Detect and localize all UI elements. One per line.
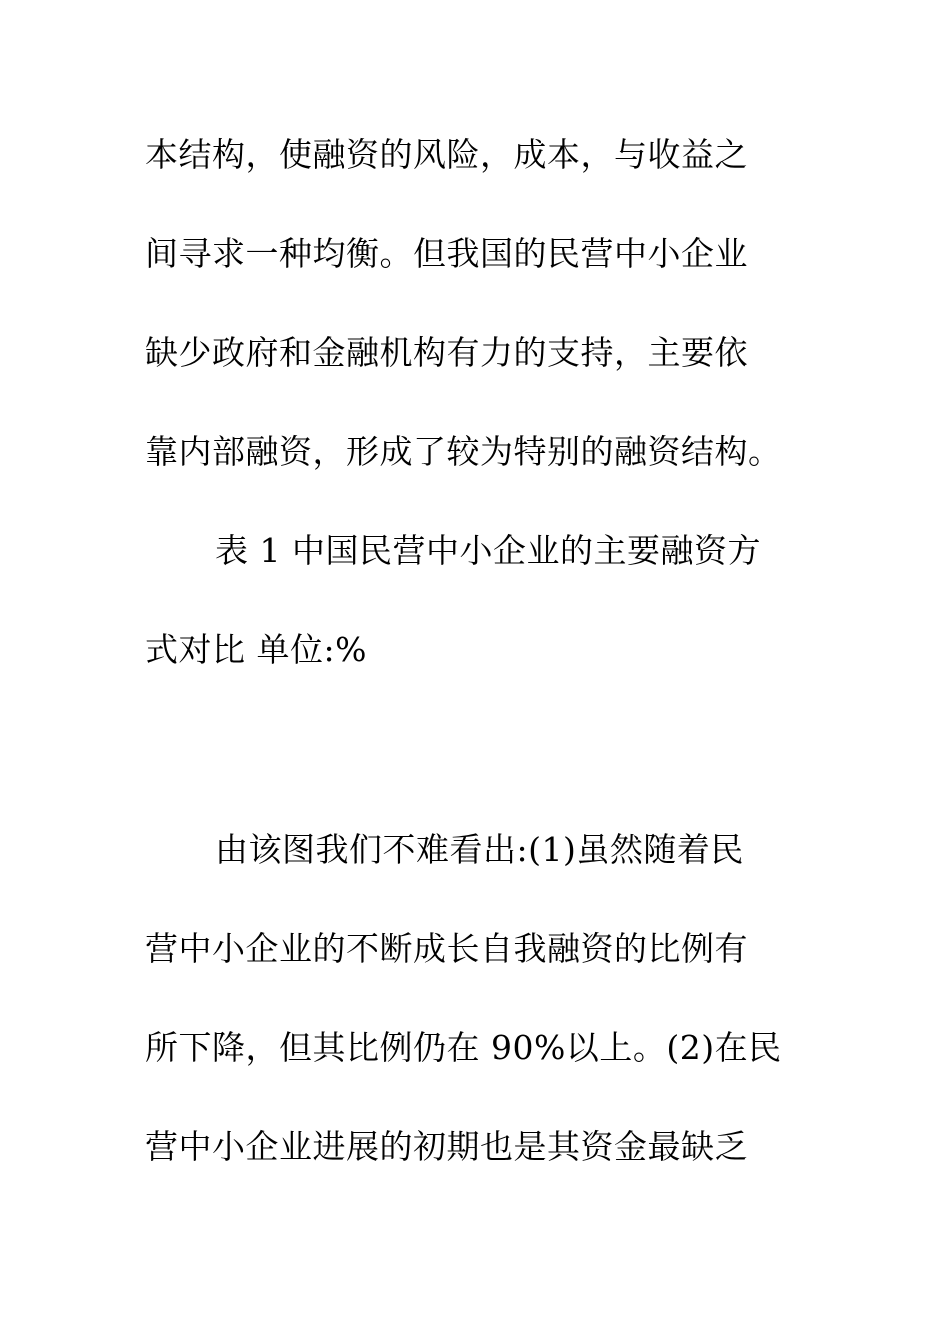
paragraph-line: 间寻求一种均衡。但我国的民营中小企业 [145, 234, 748, 273]
paragraph-line: 营中小企业的不断成长自我融资的比例有 [145, 929, 748, 968]
table-caption-line: 表 1 中国民营中小企业的主要融资方 [215, 531, 761, 570]
paragraph-line: 由该图我们不难看出:(1)虽然随着民 [215, 830, 744, 869]
paragraph-line: 所下降，但其比例仍在 90%以上。(2)在民 [145, 1028, 782, 1067]
table-caption-line: 式对比 单位:% [145, 630, 367, 669]
paragraph-line: 靠内部融资，形成了较为特别的融资结构。 [145, 432, 782, 471]
paragraph-line: 缺少政府和金融机构有力的支持，主要依 [145, 333, 748, 372]
paragraph-line: 本结构，使融资的风险，成本，与收益之 [145, 135, 748, 174]
paragraph-line: 营中小企业进展的初期也是其资金最缺乏 [145, 1127, 748, 1166]
